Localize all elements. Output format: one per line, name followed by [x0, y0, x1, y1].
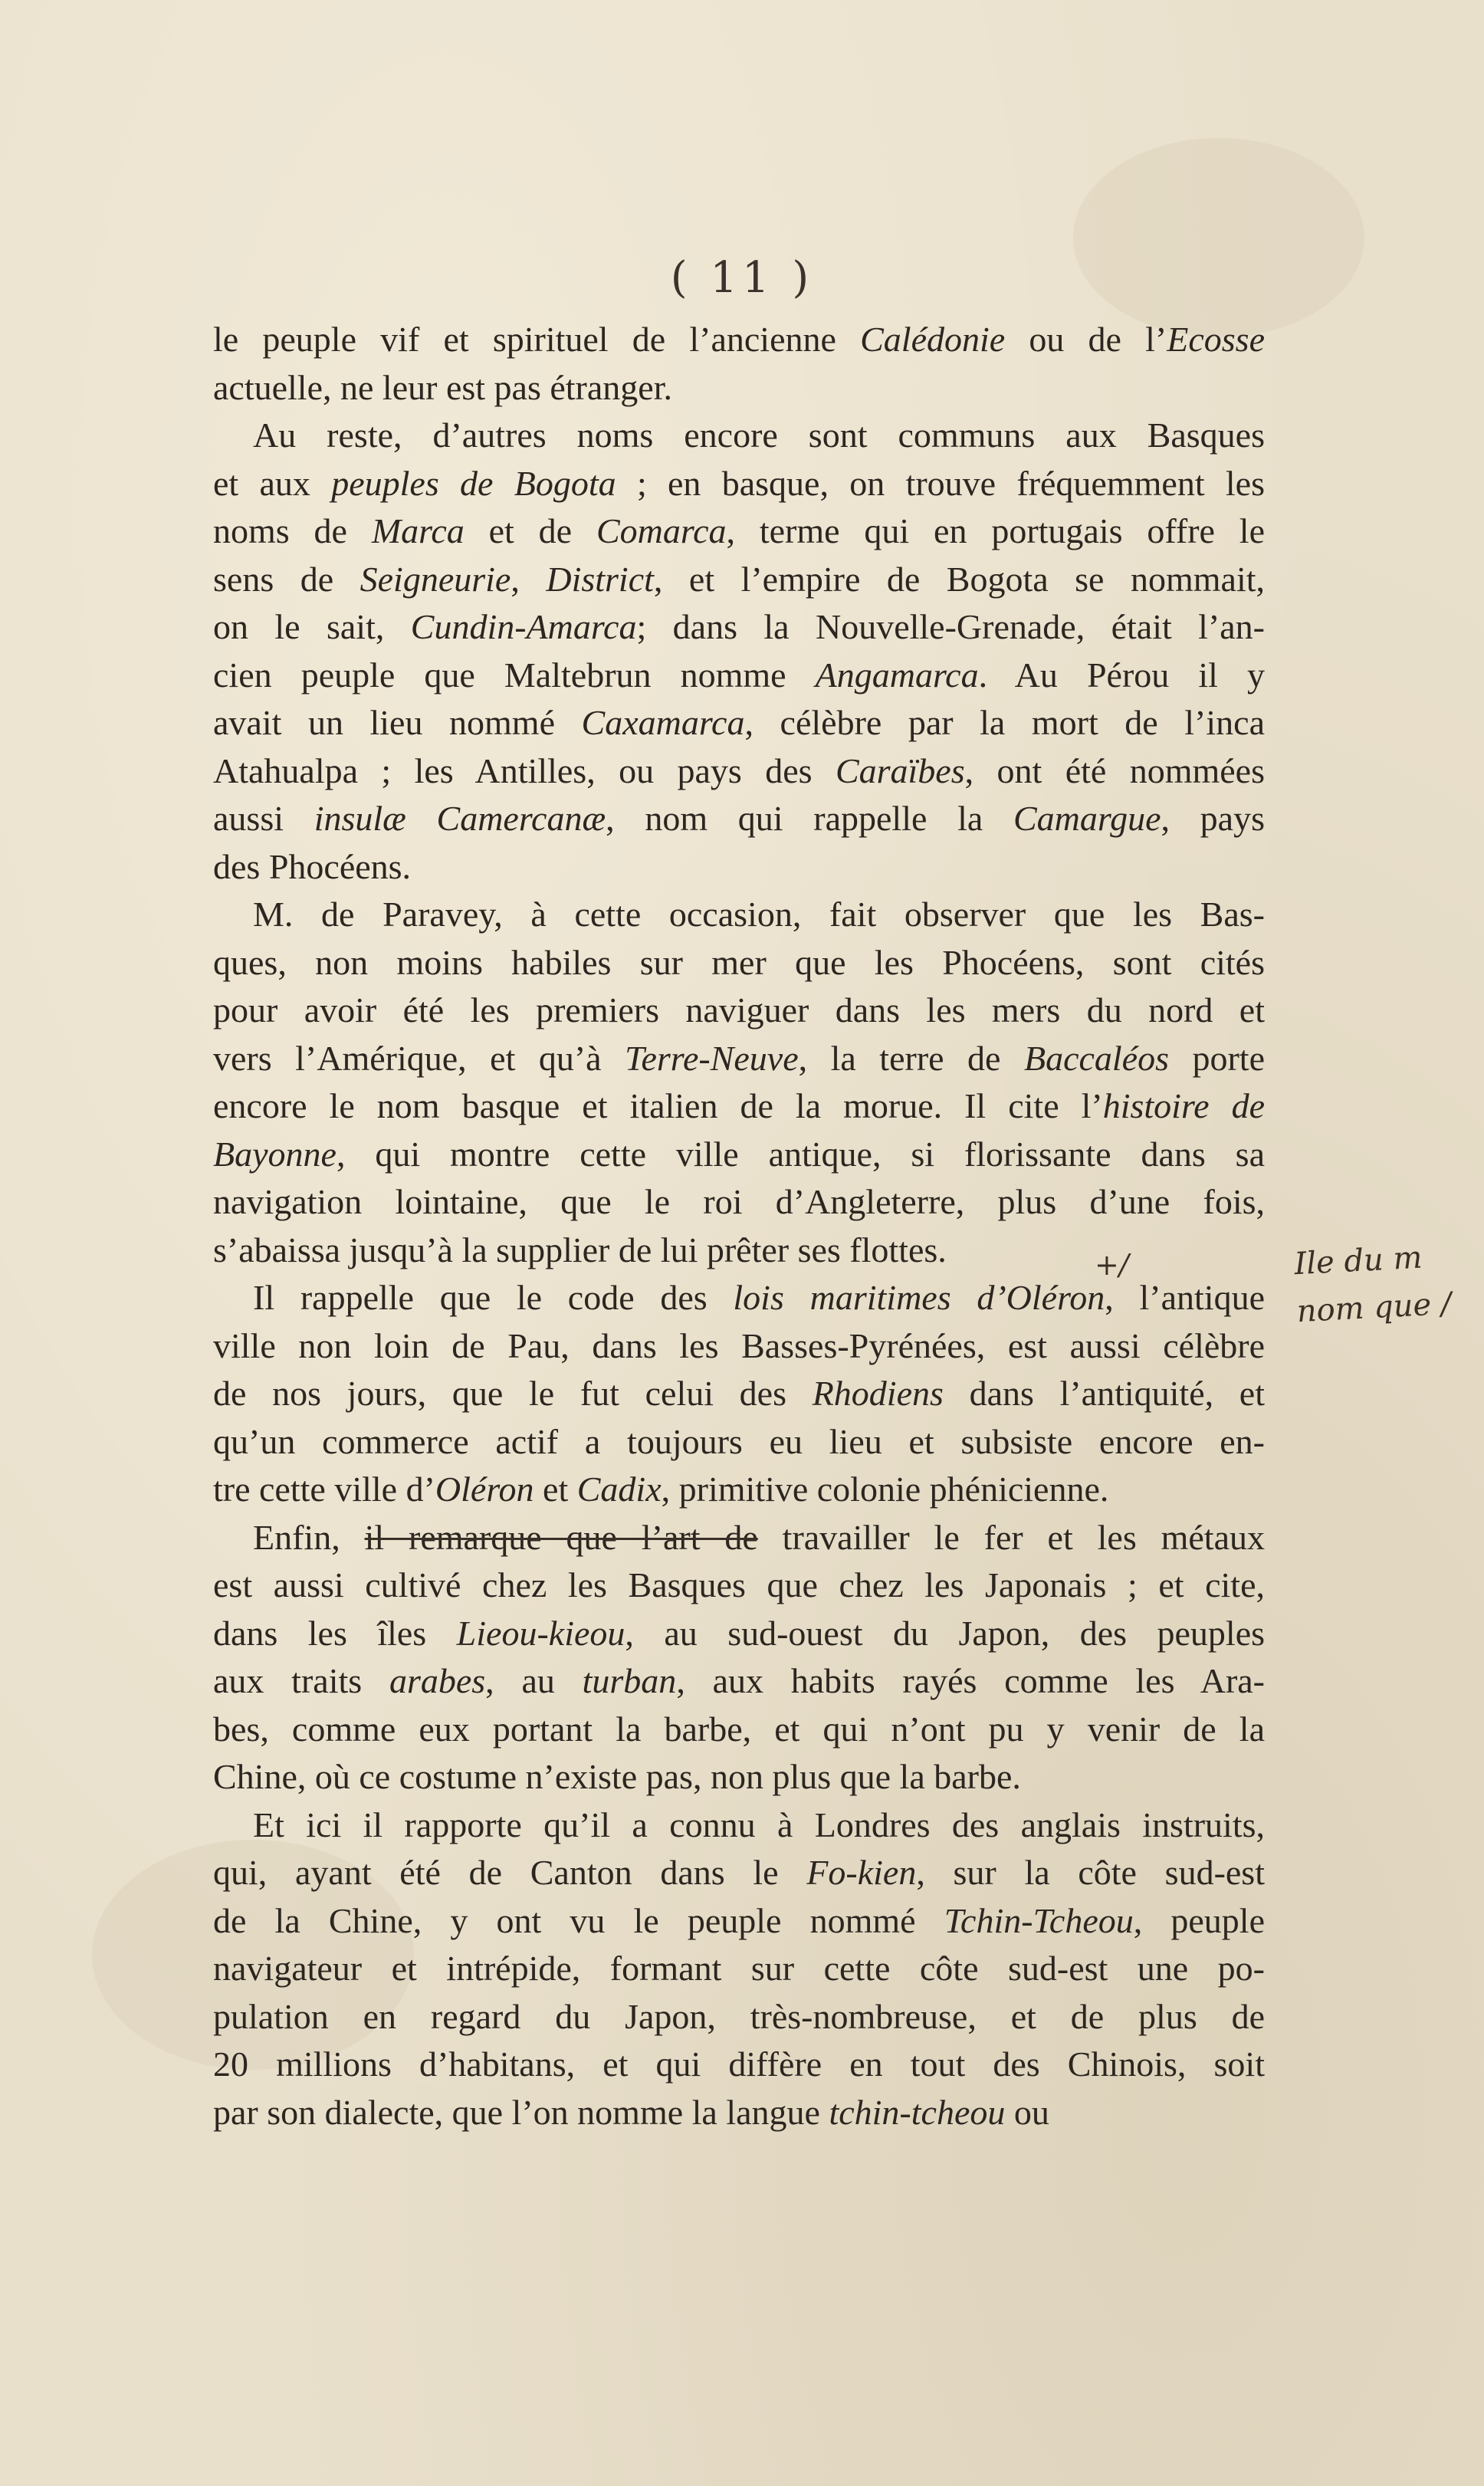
paragraph: [213, 891, 1265, 1274]
text-line: [213, 460, 1265, 508]
text-run: , ont été nommées: [964, 750, 1265, 790]
text-line: [213, 843, 1265, 892]
paragraph: [213, 316, 1265, 412]
text-line: [213, 507, 1265, 556]
text-run: travailler le fer et les métaux: [757, 1517, 1265, 1557]
text-run: aussi: [213, 799, 314, 838]
text-line: [213, 1418, 1265, 1466]
text-run: et aux: [213, 463, 332, 503]
text-line: [213, 699, 1265, 747]
italic-text: District: [546, 559, 654, 599]
text-line: [213, 939, 1265, 987]
text-run: Chine, où ce costume n’existe pas, non plus que la barbe.: [213, 1757, 1021, 1796]
text-run: tre cette ville d’: [213, 1470, 435, 1509]
italic-text: Oléron: [435, 1470, 534, 1509]
text-run: avait un lieu nommé: [213, 703, 582, 742]
text-run: , l’antique: [1105, 1278, 1265, 1317]
text-run: et: [534, 1470, 577, 1509]
text-line: [213, 891, 1265, 939]
handwritten-insertion-mark: +/: [1095, 1248, 1129, 1282]
text-run: est aussi cultivé chez les Basques que chez les Japonais ; et cite,: [213, 1565, 1265, 1604]
text-run: porte: [1169, 1038, 1266, 1078]
italic-text: Caraïbes: [835, 750, 965, 790]
text-line: [213, 1178, 1265, 1227]
text-run: ; en basque, on trouve fréquemment les: [616, 463, 1266, 503]
text-line: [213, 1035, 1265, 1083]
italic-text: tchin-tcheou: [829, 2092, 1006, 2132]
text-line: [213, 1562, 1265, 1610]
text-run: encore le nom basque et italien de la morue. Il cite l’: [213, 1086, 1103, 1125]
struck-text: il remarque que l’art de: [364, 1517, 758, 1557]
text-line: [213, 2041, 1265, 2089]
italic-text: insulæ Camercanæ: [314, 799, 606, 838]
text-run: Atahualpa ; les Antilles, ou pays des: [213, 750, 836, 790]
text-run: sens de: [213, 559, 360, 599]
paragraph: [213, 1801, 1265, 2137]
text-run: dans l’antiquité, et: [943, 1374, 1265, 1413]
italic-text: Comarca: [596, 511, 727, 550]
text-run: , pays: [1161, 799, 1265, 838]
paragraph: [213, 1514, 1265, 1801]
text-line: [213, 1657, 1265, 1706]
text-run: Et ici il rapporte qu’il a connu à Londres des anglais instruits,: [253, 1805, 1265, 1844]
italic-text: Cadix: [576, 1470, 662, 1509]
text-run: noms de: [213, 511, 372, 550]
text-run: , et l’empire de Bogota se nommait,: [653, 559, 1266, 599]
italic-text: arabes: [389, 1661, 486, 1700]
text-run: Il rappelle que le code des: [253, 1278, 734, 1317]
text-run: bes, comme eux portant la barbe, et qui n’ont pu y venir de la: [213, 1709, 1265, 1749]
italic-text: Camargue: [1013, 799, 1161, 838]
text-run: ou de l’: [1005, 320, 1167, 359]
text-line: [213, 1466, 1265, 1514]
text-run: navigateur et intrépide, formant sur cette côte sud-est une po-: [213, 1949, 1265, 1988]
paragraph: [213, 1274, 1265, 1514]
text-line: [213, 1514, 1265, 1562]
text-run: , qui montre cette ville antique, si florissante dans sa: [336, 1134, 1265, 1174]
text-run: des Phocéens.: [213, 846, 412, 886]
text-run: , la terre de: [798, 1038, 1024, 1078]
text-run: , primitive colonie phénicienne.: [661, 1470, 1109, 1509]
text-run: M. de Paravey, à cette occasion, fait observer que les Bas-: [253, 895, 1265, 934]
text-line: [213, 1897, 1265, 1946]
text-line: [213, 1945, 1265, 1993]
text-run: de nos jours, que le fut celui des: [213, 1374, 813, 1413]
text-run: on le sait,: [213, 607, 411, 646]
text-run: Enfin,: [253, 1517, 365, 1557]
text-line: [213, 1370, 1265, 1418]
text-line: [213, 2089, 1265, 2137]
italic-text: histoire de: [1102, 1086, 1265, 1125]
italic-text: Rhodiens: [812, 1374, 944, 1413]
page-number: ( 11 ): [670, 253, 814, 303]
italic-text: Lieou-kieou: [456, 1613, 625, 1653]
italic-text: Angamarca: [815, 655, 979, 695]
text-run: le peuple vif et spirituel de l’ancienne: [213, 320, 861, 359]
text-run: . Au Pérou il y: [978, 655, 1265, 695]
text-run: , au sud-ouest du Japon, des peuples: [625, 1613, 1266, 1653]
italic-text: Tchin-Tcheou: [944, 1900, 1134, 1940]
text-run: dans les îles: [213, 1613, 457, 1653]
italic-text: Caxamarca: [581, 703, 745, 742]
text-line: [213, 316, 1265, 364]
italic-text: Fo-kien: [806, 1853, 917, 1892]
italic-text: Cundin-Amarca: [410, 607, 637, 646]
paper-stain: [1073, 138, 1364, 337]
text-run: navigation lointaine, que le roi d’Angleterre, plus d’une fois,: [213, 1182, 1265, 1221]
text-line: [213, 1610, 1265, 1658]
text-run: pulation en regard du Japon, très-nombreuse, et de plus de: [213, 1996, 1265, 2036]
italic-text: peuples de Bogota: [331, 463, 616, 503]
text-line: [213, 795, 1265, 843]
text-line: [213, 1849, 1265, 1897]
italic-text: Baccaléos: [1023, 1038, 1169, 1078]
text-run: ; dans la Nouvelle-Grenade, était l’an-: [636, 607, 1265, 646]
text-run: par son dialecte, que l’on nomme la langue: [213, 2092, 829, 2132]
text-run: et de: [464, 511, 596, 550]
text-run: de la Chine, y ont vu le peuple nommé: [213, 1900, 944, 1940]
text-line: [213, 556, 1265, 604]
text-run: qui, ayant été de Canton dans le: [213, 1853, 807, 1892]
italic-text: Calédonie: [860, 320, 1006, 359]
text-line: [213, 987, 1265, 1035]
text-run: 20 millions d’habitans, et qui diffère en tout des Chinois, soit: [213, 2044, 1265, 2084]
text-run: qu’un commerce actif a toujours eu lieu et subsiste encore en-: [213, 1421, 1265, 1461]
text-line: [213, 1706, 1265, 1754]
body-text: [213, 316, 1265, 2136]
italic-text: turban: [582, 1661, 677, 1700]
text-run: , sur la côte sud-est: [916, 1853, 1265, 1892]
text-run: , peuple: [1133, 1900, 1266, 1940]
italic-text: Ecosse: [1167, 320, 1265, 359]
text-line: [213, 1082, 1265, 1131]
text-run: , terme qui en portugais offre le: [726, 511, 1265, 550]
text-run: ques, non moins habiles sur mer que les Phocéens, sont cités: [213, 942, 1265, 982]
text-line: [213, 1753, 1265, 1801]
text-line: [213, 652, 1265, 700]
text-line: [213, 364, 1265, 412]
text-run: aux traits: [213, 1661, 389, 1700]
text-line: [213, 1322, 1265, 1371]
italic-text: Terre-Neuve: [625, 1038, 799, 1078]
text-line: [213, 747, 1265, 796]
text-line: [213, 1801, 1265, 1850]
text-run: , nom qui rappelle la: [606, 799, 1013, 838]
italic-text: Bayonne: [213, 1134, 337, 1174]
text-run: actuelle, ne leur est pas étranger.: [213, 367, 672, 407]
text-line: [213, 603, 1265, 652]
text-run: ville non loin de Pau, dans les Basses-Pyrénées, est aussi célèbre: [213, 1325, 1265, 1365]
margin-note-line: Ile du m: [1293, 1240, 1423, 1282]
text-run: ou: [1005, 2092, 1049, 2132]
text-run: s’abaissa jusqu’à la supplier de lui prêter ses flottes.: [213, 1230, 947, 1269]
italic-text: Marca: [371, 511, 465, 550]
text-line: [213, 1993, 1265, 2041]
text-line: [213, 412, 1265, 460]
margin-note-line: nom que /: [1295, 1286, 1453, 1330]
text-run: cien peuple que Maltebrun nomme: [213, 655, 816, 695]
text-run: , aux habits rayés comme les Ara-: [676, 1661, 1265, 1700]
text-run: vers l’Amérique, et qu’à: [213, 1038, 625, 1078]
text-run: ,: [511, 559, 547, 599]
text-line: [213, 1131, 1265, 1179]
text-run: pour avoir été les premiers naviguer dans les mers du nord et: [213, 990, 1265, 1030]
text-run: Au reste, d’autres noms encore sont communs aux Basques: [253, 415, 1265, 455]
text-run: , au: [485, 1661, 583, 1700]
handwritten-margin-note: [1293, 1231, 1482, 1335]
text-run: , célèbre par la mort de l’inca: [744, 703, 1265, 742]
italic-text: Seigneurie: [360, 559, 511, 599]
italic-text: lois maritimes d’Oléron: [733, 1278, 1105, 1317]
paragraph: [213, 412, 1265, 891]
